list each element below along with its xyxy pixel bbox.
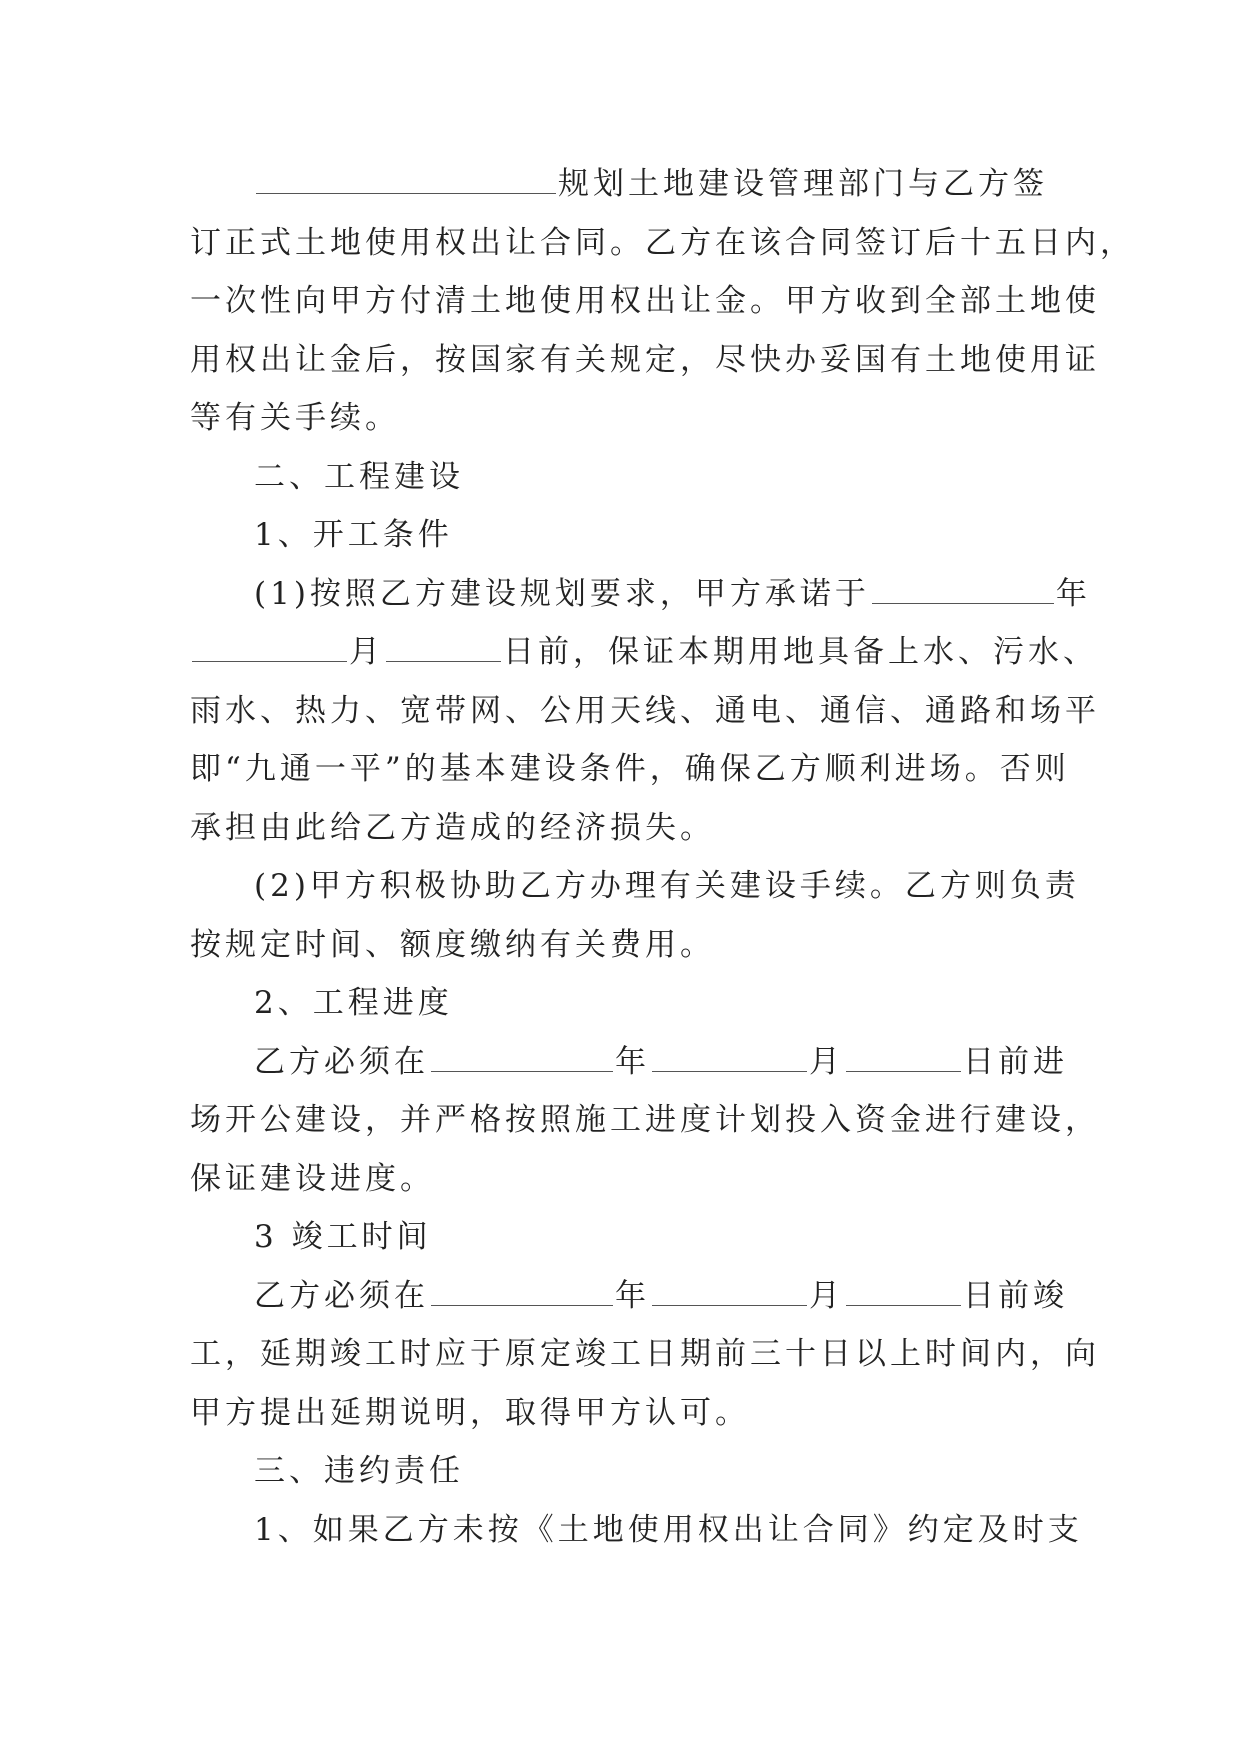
paragraph-line: 场开公建设，并严格按照施工进度计划投入资金进行建设， bbox=[190, 1102, 1100, 1138]
year-label: 年 bbox=[1055, 575, 1091, 612]
year-label: 年 bbox=[615, 1277, 650, 1314]
item-heading: 1、开工条件 bbox=[254, 517, 453, 553]
section-heading: 二、工程建设 bbox=[254, 458, 464, 495]
fill-blank bbox=[256, 163, 556, 194]
month-blank bbox=[652, 1041, 807, 1072]
paragraph-line: 雨水、热力、宽带网、公用天线、通电、通信、通路和场平 bbox=[190, 692, 1100, 729]
paragraph-line: 订正式土地使用权出让合同。乙方在该合同签订后十五日内， bbox=[190, 224, 1135, 261]
text-run: (1)按照乙方建设规划要求，甲方承诺于 bbox=[254, 575, 870, 612]
text-run: 日前，保证本期用地具备上水、污水、 bbox=[503, 634, 1098, 670]
text-run: 乙方必须在 bbox=[254, 1043, 429, 1080]
paragraph-line: 1、如果乙方未按《土地使用权出让合同》约定及时支 bbox=[254, 1511, 1083, 1548]
paragraph-line: 一次性向甲方付清土地使用权出让金。甲方收到全部土地使 bbox=[190, 283, 1100, 319]
paragraph-line bbox=[190, 623, 1098, 682]
paragraph-line: 保证建设进度。 bbox=[190, 1160, 435, 1197]
item-heading: 3 竣工时间 bbox=[254, 1219, 432, 1255]
document-body bbox=[190, 155, 1135, 1559]
text-run: 规划土地建设管理部门与乙方签 bbox=[558, 166, 1048, 202]
paragraph-line: 等有关手续。 bbox=[190, 400, 400, 436]
month-label: 月 bbox=[349, 634, 384, 670]
month-label: 月 bbox=[809, 1043, 844, 1080]
paragraph-line: 甲方提出延期说明，取得甲方认可。 bbox=[190, 1394, 750, 1431]
paragraph-line: 工，延期竣工时应于原定竣工日期前三十日以上时间内，向 bbox=[190, 1336, 1100, 1372]
day-blank bbox=[846, 1275, 961, 1306]
month-label: 月 bbox=[809, 1277, 844, 1314]
paragraph-line bbox=[190, 565, 1091, 624]
year-blank bbox=[872, 573, 1054, 604]
paragraph-line: 按规定时间、额度缴纳有关费用。 bbox=[190, 926, 715, 963]
paragraph-line: (2)甲方积极协助乙方办理有关建设手续。乙方则负责 bbox=[254, 868, 1080, 904]
text-run: 日前竣 bbox=[963, 1277, 1068, 1314]
paragraph-line bbox=[190, 155, 1070, 214]
paragraph-line: 用权出让金后，按国家有关规定，尽快办妥国有土地使用证 bbox=[190, 341, 1100, 378]
month-blank bbox=[652, 1275, 807, 1306]
paragraph-line: 承担由此给乙方造成的经济损失。 bbox=[190, 809, 715, 846]
month-blank bbox=[192, 631, 347, 662]
paragraph-line bbox=[190, 1267, 1070, 1326]
year-blank bbox=[431, 1041, 613, 1072]
section-heading: 三、违约责任 bbox=[254, 1453, 464, 1489]
paragraph-line: 即“九通一平”的基本建设条件，确保乙方顺利进场。否则 bbox=[190, 751, 1070, 787]
text-run: 日前进 bbox=[963, 1043, 1068, 1080]
day-blank bbox=[846, 1041, 961, 1072]
text-run: 乙方必须在 bbox=[254, 1277, 429, 1314]
item-heading: 2、工程进度 bbox=[254, 985, 453, 1021]
paragraph-line bbox=[190, 1033, 1070, 1092]
day-blank bbox=[386, 631, 501, 662]
year-label: 年 bbox=[615, 1043, 650, 1080]
year-blank bbox=[431, 1275, 613, 1306]
